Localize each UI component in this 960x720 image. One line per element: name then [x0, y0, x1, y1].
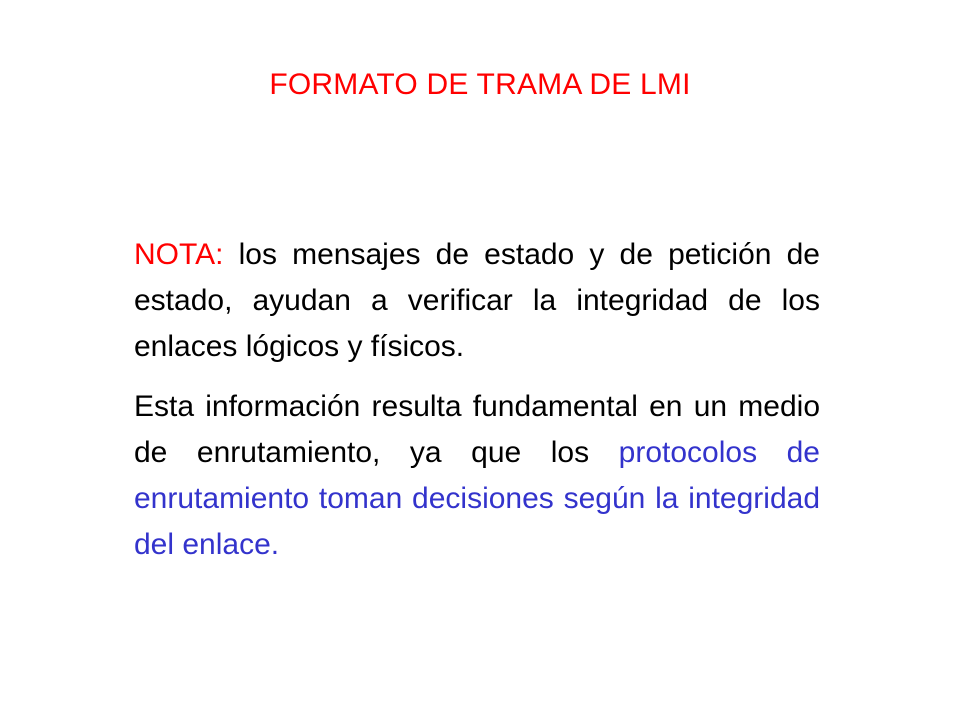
slide-title: FORMATO DE TRAMA DE LMI — [269, 68, 691, 101]
slide-body — [134, 232, 820, 568]
info-paragraph — [134, 384, 820, 568]
note-paragraph — [134, 232, 820, 370]
note-label: NOTA: — [134, 238, 224, 271]
info-text: Esta información resulta fundamental en un medio de enrutamiento, ya que los — [134, 390, 820, 469]
info-highlight-text: protocolos de enrutamiento toman decisiones según la integridad del enlace. — [134, 436, 820, 561]
note-text: los mensajes de estado y de petición de estado, ayudan a verificar la integridad de los enlaces lógicos y físicos. — [134, 238, 820, 363]
